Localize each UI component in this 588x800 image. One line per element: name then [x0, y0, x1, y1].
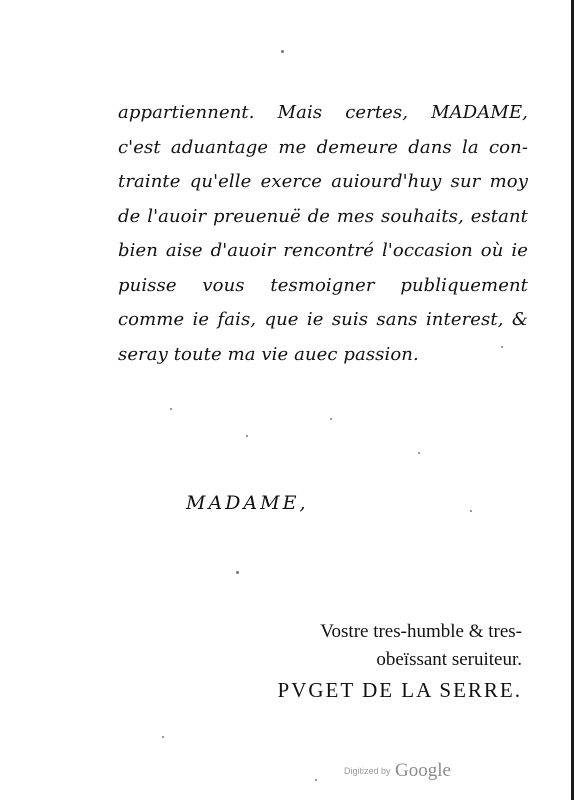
dedication-body-text: [118, 96, 528, 372]
body-line: appartiennent. Mais certes, MADAME,: [118, 102, 528, 123]
body-line: comme ie fais, que ie suis sans interest, &: [118, 309, 528, 330]
page-edge-shadow: [571, 0, 574, 800]
scan-speck: [281, 50, 284, 53]
watermark-prefix: Digitized by: [344, 766, 391, 776]
scan-speck: [330, 418, 332, 420]
body-line: bien aise d'auoir rencontré l'occasion où ie: [118, 240, 528, 261]
closing-block: [190, 618, 522, 706]
body-line: puisse vous tesmoigner publiquement: [118, 274, 528, 296]
scan-speck: [170, 408, 172, 410]
scan-speck: [236, 571, 239, 574]
scan-speck: [162, 736, 164, 738]
scan-speck: [246, 435, 248, 437]
digitized-watermark: [344, 760, 451, 782]
signature: PVGET DE LA SERRE.: [277, 678, 522, 702]
body-line: trainte qu'elle exerce auiourd'huy sur moy: [118, 171, 528, 192]
closing-line: Vostre tres-humble & tres-: [320, 621, 522, 642]
scan-speck: [470, 510, 472, 512]
closing-line: obeïssant seruiteur.: [376, 649, 522, 670]
scan-speck: [315, 779, 317, 781]
scan-speck: [501, 346, 503, 348]
google-logo-text: Google: [394, 760, 451, 781]
salutation: MADAME,: [186, 492, 309, 514]
body-line: de l'auoir preuenuë de mes souhaits, estant: [118, 205, 528, 227]
body-line: seray toute ma vie auec passion.: [118, 343, 419, 365]
body-line: c'est aduantage me demeure dans la con-: [118, 136, 528, 158]
scan-speck: [418, 452, 420, 454]
